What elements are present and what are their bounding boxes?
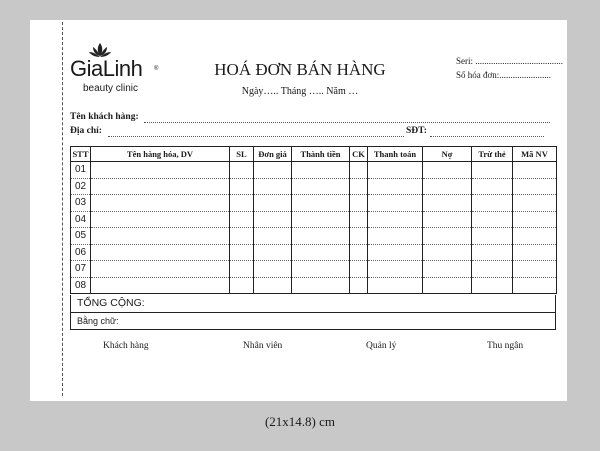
col-item-name: Tên hàng hóa, DV bbox=[91, 147, 230, 162]
logo-name: GiaLinh bbox=[70, 56, 143, 81]
cell[interactable] bbox=[472, 228, 513, 245]
signature-staff: Nhân viên bbox=[243, 341, 283, 351]
cell[interactable] bbox=[254, 211, 292, 228]
col-card-deduct: Trừ thẻ bbox=[472, 147, 513, 162]
totals-box bbox=[70, 295, 556, 330]
cell[interactable] bbox=[513, 261, 557, 278]
row-number: 05 bbox=[71, 228, 91, 245]
cell[interactable] bbox=[350, 162, 368, 179]
cell[interactable] bbox=[292, 178, 350, 195]
table-row bbox=[71, 211, 557, 228]
address-field[interactable] bbox=[108, 136, 404, 137]
seri-field[interactable]: Seri: ....................................... bbox=[456, 56, 563, 66]
cell[interactable] bbox=[292, 228, 350, 245]
cell[interactable] bbox=[513, 178, 557, 195]
table-header-row bbox=[71, 147, 557, 162]
cell[interactable] bbox=[350, 261, 368, 278]
customer-label: Tên khách hàng: bbox=[70, 112, 139, 122]
cell[interactable] bbox=[254, 228, 292, 245]
signature-cashier: Thu ngân bbox=[487, 341, 524, 351]
cell[interactable] bbox=[423, 162, 472, 179]
cell[interactable] bbox=[472, 244, 513, 261]
cell[interactable] bbox=[472, 211, 513, 228]
cell[interactable] bbox=[472, 261, 513, 278]
cell[interactable] bbox=[368, 277, 423, 294]
items-table bbox=[70, 146, 557, 294]
cell[interactable] bbox=[254, 178, 292, 195]
row-number: 06 bbox=[71, 244, 91, 261]
in-words-label: Bằng chữ: bbox=[77, 316, 119, 326]
table-row bbox=[71, 277, 557, 294]
cell[interactable] bbox=[350, 277, 368, 294]
cell[interactable] bbox=[230, 277, 254, 294]
row-number: 02 bbox=[71, 178, 91, 195]
invoice-number-field[interactable]: Số hóa đơn:....................... bbox=[456, 70, 552, 80]
cell[interactable] bbox=[254, 195, 292, 212]
col-quantity: SL bbox=[230, 147, 254, 162]
logo-tagline: beauty clinic bbox=[83, 83, 139, 94]
cell[interactable] bbox=[423, 277, 472, 294]
cell[interactable] bbox=[423, 228, 472, 245]
cell[interactable] bbox=[472, 277, 513, 294]
cell[interactable] bbox=[350, 244, 368, 261]
cell[interactable] bbox=[254, 244, 292, 261]
cell[interactable] bbox=[91, 244, 230, 261]
row-number: 04 bbox=[71, 211, 91, 228]
cell[interactable] bbox=[292, 261, 350, 278]
cell[interactable] bbox=[350, 178, 368, 195]
col-amount: Thành tiền bbox=[292, 147, 350, 162]
table-row bbox=[71, 244, 557, 261]
row-number: 01 bbox=[71, 162, 91, 179]
cell[interactable] bbox=[472, 162, 513, 179]
cell[interactable] bbox=[513, 244, 557, 261]
cell[interactable] bbox=[91, 195, 230, 212]
registered-mark: ® bbox=[154, 66, 159, 72]
cell[interactable] bbox=[513, 195, 557, 212]
col-payment: Thanh toán bbox=[368, 147, 423, 162]
cell[interactable] bbox=[292, 277, 350, 294]
phone-field[interactable] bbox=[430, 136, 544, 137]
cell[interactable] bbox=[91, 277, 230, 294]
col-debt: Nợ bbox=[423, 147, 472, 162]
cell[interactable] bbox=[91, 228, 230, 245]
divider bbox=[71, 312, 555, 313]
table-row bbox=[71, 162, 557, 179]
cell[interactable] bbox=[254, 261, 292, 278]
total-label: TỔNG CỘNG: bbox=[77, 297, 145, 309]
cell[interactable] bbox=[230, 228, 254, 245]
table-row bbox=[71, 261, 557, 278]
col-discount: CK bbox=[350, 147, 368, 162]
cell[interactable] bbox=[292, 244, 350, 261]
signature-manager: Quản lý bbox=[366, 341, 397, 351]
cell[interactable] bbox=[230, 195, 254, 212]
cell[interactable] bbox=[423, 261, 472, 278]
cell[interactable] bbox=[423, 211, 472, 228]
size-caption: (21x14.8) cm bbox=[264, 414, 336, 429]
cell[interactable] bbox=[91, 211, 230, 228]
cell[interactable] bbox=[368, 195, 423, 212]
cell[interactable] bbox=[91, 261, 230, 278]
cell[interactable] bbox=[513, 211, 557, 228]
cell[interactable] bbox=[368, 228, 423, 245]
cell[interactable] bbox=[230, 162, 254, 179]
customer-field[interactable] bbox=[144, 122, 550, 123]
cell[interactable] bbox=[292, 211, 350, 228]
cell[interactable] bbox=[91, 178, 230, 195]
table-row bbox=[71, 228, 557, 245]
date-line: Ngày….. Tháng ….. Năm … bbox=[241, 86, 359, 97]
cell[interactable] bbox=[230, 244, 254, 261]
cell[interactable] bbox=[423, 195, 472, 212]
cell[interactable] bbox=[513, 228, 557, 245]
perforation-line bbox=[62, 22, 63, 396]
cell[interactable] bbox=[472, 178, 513, 195]
row-number: 03 bbox=[71, 195, 91, 212]
logo bbox=[70, 42, 165, 102]
cell[interactable] bbox=[350, 211, 368, 228]
cell[interactable] bbox=[91, 162, 230, 179]
cell[interactable] bbox=[513, 277, 557, 294]
invoice-title: HOÁ ĐƠN BÁN HÀNG bbox=[214, 60, 386, 79]
address-label: Địa chỉ: bbox=[70, 126, 102, 136]
phone-label: SĐT: bbox=[406, 126, 427, 136]
cell[interactable] bbox=[368, 178, 423, 195]
row-number: 08 bbox=[71, 277, 91, 294]
cell[interactable] bbox=[292, 162, 350, 179]
cell[interactable] bbox=[254, 277, 292, 294]
cell[interactable] bbox=[230, 261, 254, 278]
col-staff-code: Mã NV bbox=[513, 147, 557, 162]
signature-customer: Khách hàng bbox=[103, 341, 149, 351]
cell[interactable] bbox=[368, 162, 423, 179]
row-number: 07 bbox=[71, 261, 91, 278]
cell[interactable] bbox=[368, 211, 423, 228]
col-stt: STT bbox=[71, 147, 91, 162]
cell[interactable] bbox=[368, 261, 423, 278]
cell[interactable] bbox=[423, 244, 472, 261]
table-row bbox=[71, 195, 557, 212]
cell[interactable] bbox=[472, 195, 513, 212]
cell[interactable] bbox=[423, 178, 472, 195]
cell[interactable] bbox=[254, 162, 292, 179]
cell[interactable] bbox=[350, 228, 368, 245]
cell[interactable] bbox=[350, 195, 368, 212]
table-row bbox=[71, 178, 557, 195]
col-unit-price: Đơn giá bbox=[254, 147, 292, 162]
cell[interactable] bbox=[513, 162, 557, 179]
cell[interactable] bbox=[368, 244, 423, 261]
cell[interactable] bbox=[230, 178, 254, 195]
cell[interactable] bbox=[292, 195, 350, 212]
cell[interactable] bbox=[230, 211, 254, 228]
